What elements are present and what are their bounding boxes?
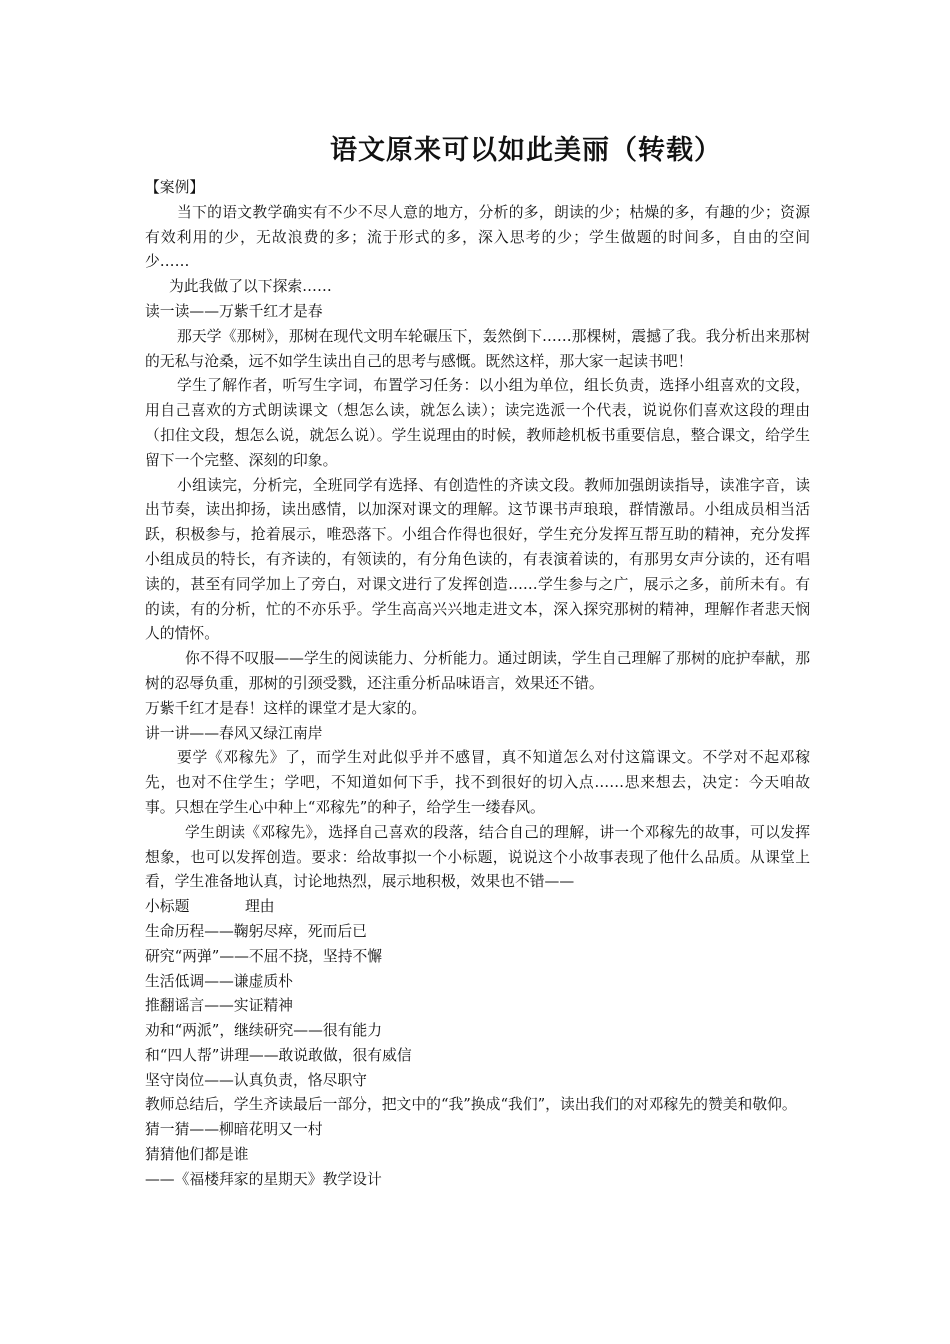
list-item: 生命历程——鞠躬尽瘁，死而后已 [145,922,367,940]
paragraph-summary: 教师总结后，学生齐读最后一部分，把文中的“我”换成“我们”，读出我们的对邓稼先的赞美和敬仰。 [145,1096,797,1114]
paragraph-spring: 万紫千红才是春！这样的课堂才是大家的。 [145,699,427,717]
case-label: 【案例】 [145,179,205,196]
list-item: 推翻谣言——实证精神 [145,997,293,1015]
paragraph-intro: 当下的语文教学确实有不少不尽人意的地方，分析的多，朗读的少；枯燥的多，有趣的少；资源有效利用的少，无故浪费的多；流于形式的多，深入思考的少；学生做题的时间多，自由的空间少…… [145,203,810,271]
paragraph-dengjiaxian: 要学《邓稼先》了，而学生对此似乎并不感冒，真不知道怎么对付这篇课文。不学对不起邓稼先，也对不住学生；学吧，不知道如何下手，找不到很好的切入点……思来想去，决定：今天咱故事。只想在学生心中种上“邓稼先”的种子，给学生一缕春风。 [145,749,810,816]
paragraph-group-reading: 小组读完，分析完，全班同学有选择、有创造性的齐读文段。教师加强朗读指导，读准字音，读出节奏，读出抑扬，读出感情，以加深对课文的理解。这节课书声琅琅，群情激昂。小组成员相当活跃，积极参与，抢着展示，唯恐落下。小组合作得也很好，学生充分发挥互帮互助的精神，充分发挥小组成员的特长，有齐读的，有领读的，有分角色读的，有表演着读的，有那男女声分读的，还有唱读的，甚至有同学加上了旁白，对课文进行了发挥创造……学生参与之广，展示之多，前所未有。有的读，有的分析，忙的不亦乐乎。学生高高兴兴地走进文本，深入探究那树的精神，理解作者悲天悯人的情怀。 [145,476,810,643]
section-heading-tell: 讲一讲——春风又绿江南岸 [145,724,323,742]
list-item: 坚守岗位——认真负责，恪尽职守 [145,1071,367,1089]
section-heading-guess: 猜一猜——柳暗花明又一村 [145,1121,323,1139]
section-heading-read: 读一读——万紫千红才是春 [145,302,323,320]
list-item: 劝和“两派”，继续研究——很有能力 [145,1022,383,1040]
page-title: 语文原来可以如此美丽（转载） [330,135,722,166]
paragraph-task: 学生了解作者，听写生字词，布置学习任务：以小组为单位，组长负责，选择小组喜欢的文段，用自己喜欢的方式朗读课文（想怎么读，就怎么读）；读完选派一个代表，说说你们喜欢这段的理由（扣住文段，想怎么说，就怎么说）。学生说理由的时候，教师趁机板书重要信息，整合课文，给学生留下一个完整、深刻的印象。 [145,377,810,469]
paragraph-admire: 你不得不叹服——学生的阅读能力、分析能力。通过朗读，学生自己理解了那树的庇护奉献，那树的忍辱负重，那树的引颈受戮，还注重分析品味语言，效果还不错。 [145,650,810,692]
header-reason: 理由 [245,898,275,916]
list-item: 研究“两弹”——不屈不挠，坚持不懈 [145,947,383,965]
header-subtitle: 小标题 [145,898,190,916]
paragraph-design-title: ——《福楼拜家的星期天》教学设计 [145,1170,382,1188]
list-item: 和“四人帮”讲理——敢说敢做，很有威信 [145,1046,412,1064]
article-body [145,176,810,1193]
paragraph-guess: 猜猜他们都是谁 [145,1146,249,1164]
table-header [145,895,810,920]
paragraph-story-task: 学生朗读《邓稼先》，选择自己喜欢的段落，结合自己的理解，讲一个邓稼先的故事，可以发挥想象，也可以发挥创造。要求：给故事拟一个小标题，说说这个小故事表现了他什么品质。从课堂上看，学生准备地认真，讨论地热烈，展示地积极，效果也不错—— [145,823,810,891]
list-item: 生活低调——谦虚质朴 [145,972,293,990]
paragraph-nashu: 那天学《那树》，那树在现代文明车轮碾压下，轰然倒下……那棵树，震撼了我。我分析出来那树的无私与沧桑，远不如学生读出自己的思考与感慨。既然这样，那大家一起读书吧！ [145,327,810,370]
paragraph-exploration: 为此我做了以下探索…… [169,278,332,296]
